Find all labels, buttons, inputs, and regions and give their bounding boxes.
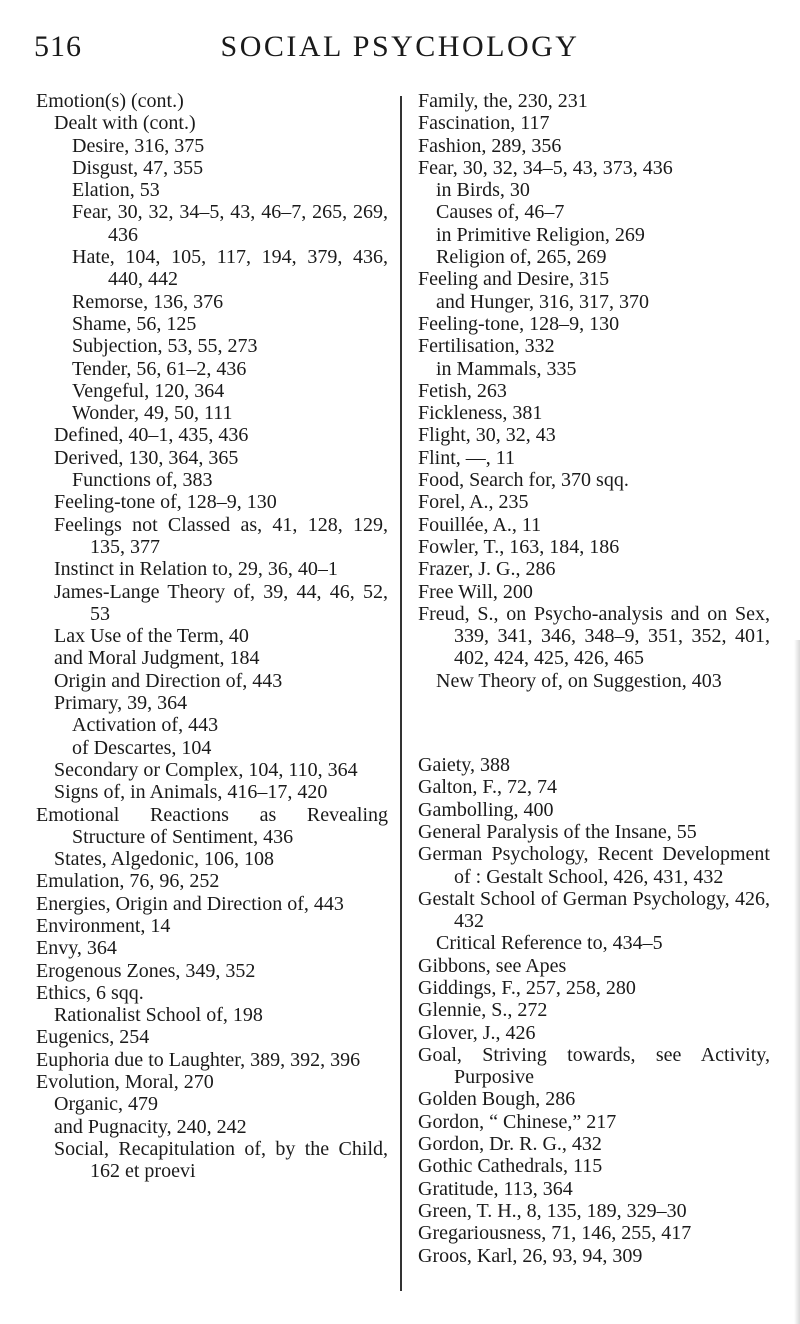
index-entry: Fear, 30, 32, 34–5, 43, 373, 436 xyxy=(418,156,673,179)
page-header xyxy=(0,30,800,70)
index-entry: Envy, 364 xyxy=(36,937,117,960)
index-subentry: and Pugnacity, 240, 242 xyxy=(54,1115,247,1138)
index-subentry: Defined, 40–1, 435, 436 xyxy=(54,424,249,447)
index-entry: Flint, —, 11 xyxy=(418,446,516,469)
index-entry: Gratitude, 113, 364 xyxy=(418,1177,573,1200)
index-subentry: Secondary or Complex, 104, 110, 364 xyxy=(54,758,358,781)
index-entry: Feeling-tone, 128–9, 130 xyxy=(418,312,620,335)
index-entry: Gothic Cathedrals, 115 xyxy=(418,1155,603,1178)
index-entry: Flight, 30, 32, 43 xyxy=(418,424,556,447)
page-number: 516 xyxy=(34,30,82,63)
index-subentry: Critical Reference to, 434–5 xyxy=(436,932,663,955)
index-column-right xyxy=(418,90,770,1267)
index-subentry: of Descartes, 104 xyxy=(72,736,212,759)
index-entry: German Psychology, Recent Development of : Gestalt School, 426, 431, 432 xyxy=(418,843,770,888)
index-subentry: Activation of, 443 xyxy=(72,714,219,737)
index-entry: Energies, Origin and Direction of, 443 xyxy=(36,892,344,915)
index-subentry: Social, Recapitulation of, by the Child, 162 et proevi xyxy=(54,1137,388,1183)
index-entry: Gibbons, see Apes xyxy=(418,954,567,977)
index-entry: Family, the, 230, 231 xyxy=(418,90,588,112)
index-entry: Freud, S., on Psycho-analysis and on Sex, 339, 341, 346, 348–9, 351, 352, 401, 402, 424, 425, 426, 465 xyxy=(418,602,770,670)
index-subentry: Vengeful, 120, 364 xyxy=(72,379,225,402)
index-entry: Gambolling, 400 xyxy=(418,798,554,821)
index-subentry: New Theory of, on Suggestion, 403 xyxy=(436,669,722,692)
index-entry: Euphoria due to Laughter, 389, 392, 396 xyxy=(36,1048,361,1071)
index-subentry: Causes of, 46–7 xyxy=(436,201,565,224)
index-column-left xyxy=(36,90,388,1183)
index-entry: Goal, Striving towards, see Activity, Purposive xyxy=(418,1043,770,1089)
index-entry: Fetish, 263 xyxy=(418,379,507,402)
index-subentry: Signs of, in Animals, 416–17, 420 xyxy=(54,781,328,804)
index-subentry: and Moral Judgment, 184 xyxy=(54,647,260,670)
index-entry: Frazer, J. G., 286 xyxy=(418,558,556,581)
index-entry: Erogenous Zones, 349, 352 xyxy=(36,959,256,982)
index-entry: Gordon, Dr. R. G., 432 xyxy=(418,1133,602,1156)
index-entry: Glover, J., 426 xyxy=(418,1021,536,1044)
index-entry: Fertilisation, 332 xyxy=(418,335,555,358)
index-subentry: Derived, 130, 364, 365 xyxy=(54,446,239,469)
index-entry: Fascination, 117 xyxy=(418,112,550,135)
index-entry: Fouillée, A., 11 xyxy=(418,513,542,536)
index-entry: General Paralysis of the Insane, 55 xyxy=(418,820,697,843)
index-entry: Evolution, Moral, 270 xyxy=(36,1071,214,1094)
index-entry: Fashion, 289, 356 xyxy=(418,134,562,157)
index-entry: Fowler, T., 163, 184, 186 xyxy=(418,535,620,558)
index-entry: Forel, A., 235 xyxy=(418,491,529,514)
index-subentry: Wonder, 49, 50, 111 xyxy=(72,402,233,425)
index-entry: Green, T. H., 8, 135, 189, 329–30 xyxy=(418,1199,687,1222)
index-subentry: Instinct in Relation to, 29, 36, 40–1 xyxy=(54,558,338,581)
column-divider xyxy=(400,96,402,1291)
index-subentry: Shame, 56, 125 xyxy=(72,312,197,335)
index-subentry: Remorse, 136, 376 xyxy=(72,290,224,313)
index-entry: Feeling and Desire, 315 xyxy=(418,268,610,291)
index-entry: Groos, Karl, 26, 93, 94, 309 xyxy=(418,1244,643,1267)
index-subentry: Functions of, 383 xyxy=(72,469,213,492)
index-subentry: in Primitive Religion, 269 xyxy=(436,223,645,246)
index-entry: Free Will, 200 xyxy=(418,580,533,603)
index-subentry: Desire, 316, 375 xyxy=(72,134,205,157)
index-subentry: States, Algedonic, 106, 108 xyxy=(54,848,274,871)
index-entry: Gordon, “ Chinese,” 217 xyxy=(418,1110,617,1133)
index-entry: Gregariousness, 71, 146, 255, 417 xyxy=(418,1222,692,1245)
index-subentry: Lax Use of the Term, 40 xyxy=(54,625,249,648)
index-entry: Ethics, 6 sqq. xyxy=(36,981,144,1004)
index-entry: Emotion(s) (cont.) xyxy=(36,90,184,112)
index-entry: Emulation, 76, 96, 252 xyxy=(36,870,220,893)
index-subentry: Fear, 30, 32, 34–5, 43, 46–7, 265, 269, 436 xyxy=(72,201,388,246)
index-letter-gap xyxy=(418,712,770,734)
page-edge-shadow xyxy=(794,640,800,1324)
index-subentry: Elation, 53 xyxy=(72,179,160,202)
index-entry: Golden Bough, 286 xyxy=(418,1088,576,1111)
index-subentry: Religion of, 265, 269 xyxy=(436,246,607,269)
index-subentry: Dealt with (cont.) xyxy=(54,112,196,135)
index-entry: Emotional Reactions as Revealing Structure of Sentiment, 436 xyxy=(36,803,388,848)
index-entry: Galton, F., 72, 74 xyxy=(418,776,557,799)
index-entry: Giddings, F., 257, 258, 280 xyxy=(418,976,636,999)
index-subentry: Organic, 479 xyxy=(54,1093,159,1116)
index-subentry: Hate, 104, 105, 117, 194, 379, 436, 440, 442 xyxy=(72,246,388,291)
index-subentry: Feelings not Classed as, 41, 128, 129, 135, 377 xyxy=(54,513,388,558)
index-subentry: James-Lange Theory of, 39, 44, 46, 52, 53 xyxy=(54,580,388,625)
index-entry: Eugenics, 254 xyxy=(36,1026,150,1049)
index-entry: Fickleness, 381 xyxy=(418,402,543,425)
index-subentry: Tender, 56, 61–2, 436 xyxy=(72,357,247,380)
index-entry: Environment, 14 xyxy=(36,914,171,937)
index-subentry: Origin and Direction of, 443 xyxy=(54,669,283,692)
index-subentry: in Mammals, 335 xyxy=(436,357,577,380)
index-subentry: Rationalist School of, 198 xyxy=(54,1004,263,1027)
index-subentry: in Birds, 30 xyxy=(436,179,530,202)
index-subentry: Subjection, 53, 55, 273 xyxy=(72,335,258,358)
index-subentry: Feeling-tone of, 128–9, 130 xyxy=(54,491,277,514)
index-entry: Gestalt School of German Psychology, 426, 432 xyxy=(418,887,770,933)
index-subentry: Primary, 39, 364 xyxy=(54,692,188,715)
index-subentry: and Hunger, 316, 317, 370 xyxy=(436,290,650,313)
index-entry: Gaiety, 388 xyxy=(418,754,511,777)
index-entry: Glennie, S., 272 xyxy=(418,999,548,1022)
index-entry: Food, Search for, 370 sqq. xyxy=(418,469,629,492)
index-subentry: Disgust, 47, 355 xyxy=(72,156,204,179)
running-head: SOCIAL PSYCHOLOGY xyxy=(220,30,580,63)
